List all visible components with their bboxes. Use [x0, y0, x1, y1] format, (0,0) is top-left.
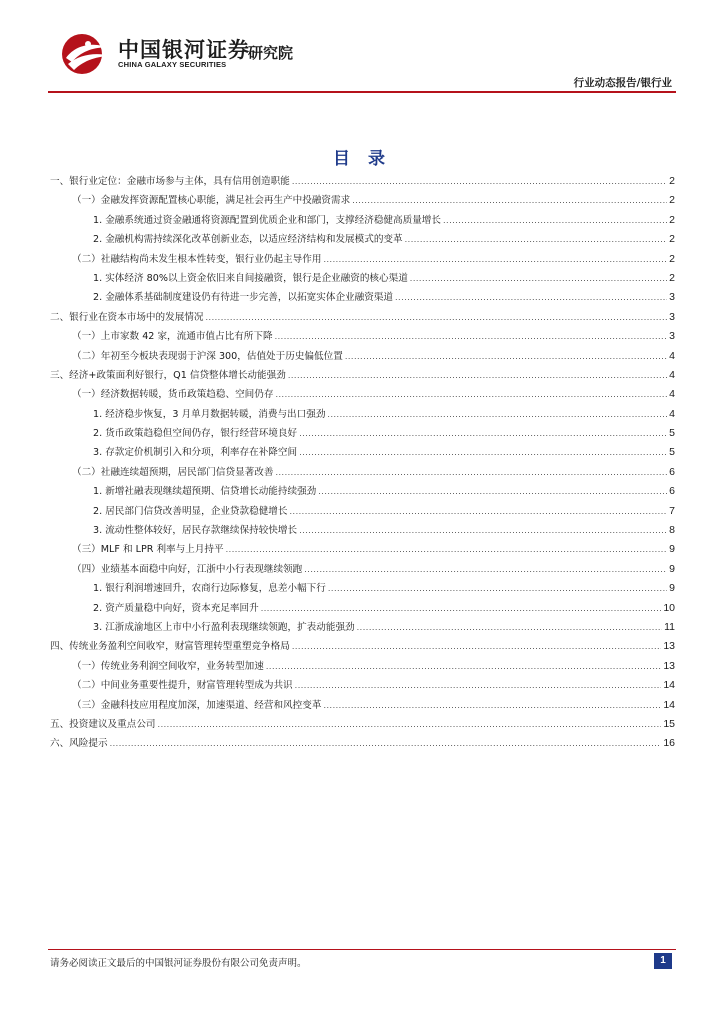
toc-entry[interactable] — [50, 521, 675, 540]
toc-entry[interactable] — [50, 191, 675, 210]
toc-entry-page: 2 — [669, 233, 675, 246]
toc-leader-dots — [275, 463, 667, 482]
toc-entry-page: 16 — [663, 737, 675, 750]
toc-entry-page: 2 — [669, 194, 675, 207]
toc-entry-text: （一）金融发挥资源配置核心职能，满足社会再生产中投融资需求 — [72, 195, 351, 207]
toc-leader-dots — [328, 579, 667, 598]
toc-leader-dots — [395, 288, 667, 307]
toc-entry-text: 1. 经济稳步恢复，3 月单月数据转暖，消费与出口强劲 — [93, 408, 326, 420]
toc-entry[interactable] — [50, 482, 675, 501]
toc-entry-text: 2. 货币政策趋稳但空间仍存，银行经营环境良好 — [93, 428, 298, 440]
toc-entry-text: （三）金融科技应用程度加深，加速渠道、经营和风控变革 — [72, 699, 322, 711]
brand-name-cn: 中国银河证券 — [118, 38, 250, 62]
toc-entry[interactable] — [50, 366, 675, 385]
toc-entry-text: 五、投资建议及重点公司 — [50, 718, 156, 730]
toc-entry[interactable] — [50, 269, 675, 288]
toc-leader-dots — [405, 230, 668, 249]
toc-entry[interactable] — [50, 443, 675, 462]
toc-entry-text: 1. 银行利润增速回升，农商行边际修复，息差小幅下行 — [93, 583, 326, 595]
toc-entry-page: 7 — [669, 504, 675, 517]
toc-entry-text: （二）中间业务重要性提升，财富管理转型成为共识 — [72, 680, 293, 692]
toc-entry-text: 二、银行业在资本市场中的发展情况 — [50, 311, 204, 323]
toc-entry-text: 2. 居民部门信贷改善明显，企业贷款稳健增长 — [93, 505, 288, 517]
toc-entry-page: 11 — [664, 620, 675, 633]
toc-entry-page: 3 — [669, 330, 675, 343]
toc-leader-dots — [275, 385, 667, 404]
toc-entry-page: 2 — [669, 271, 675, 284]
toc-entry-text: 1. 金融系统通过资金融通将资源配置到优质企业和部门，支撑经济稳健高质量增长 — [93, 214, 441, 226]
toc-leader-dots — [110, 734, 662, 753]
toc-entry-page: 13 — [663, 659, 675, 672]
brand-name-en: CHINA GALAXY SECURITIES — [118, 60, 227, 69]
toc-entry[interactable] — [50, 405, 675, 424]
toc-entry-text: 1. 新增社融表现继续超预期、信贷增长动能持续强劲 — [93, 486, 317, 498]
toc-entry[interactable] — [50, 599, 675, 618]
toc-leader-dots — [327, 405, 667, 424]
toc-entry-text: 六、风险提示 — [50, 738, 108, 750]
toc-leader-dots — [266, 657, 661, 676]
toc-entry-page: 3 — [669, 291, 675, 304]
toc-entry-page: 4 — [669, 349, 675, 362]
toc-entry[interactable] — [50, 250, 675, 269]
page-number: 1 — [654, 953, 672, 969]
toc-entry-text: （二）年初至今板块表现弱于沪深 300，估值处于历史偏低位置 — [72, 350, 343, 362]
toc-entry[interactable] — [50, 502, 675, 521]
toc-entry-text: （三）MLF 和 LPR 利率与上月持平 — [72, 544, 224, 556]
toc-entry-text: （一）传统业务利润空间收窄，业务转型加速 — [72, 660, 264, 672]
toc-leader-dots — [323, 250, 667, 269]
toc-entry-text: 四、传统业务盈利空间收窄，财富管理转型重塑竞争格局 — [50, 641, 290, 653]
toc-entry-page: 13 — [663, 640, 675, 653]
toc-leader-dots — [289, 502, 667, 521]
toc-entry-page: 5 — [669, 446, 675, 459]
toc-leader-dots — [352, 191, 667, 210]
toc-entry[interactable] — [50, 676, 675, 695]
toc-leader-dots — [275, 327, 668, 346]
footer-divider — [48, 949, 676, 950]
toc-leader-dots — [323, 696, 661, 715]
toc-entry[interactable] — [50, 211, 675, 230]
toc-leader-dots — [299, 443, 667, 462]
toc-leader-dots — [292, 637, 661, 656]
toc-entry-text: （一）经济数据转暖，货币政策趋稳、空间仍存 — [72, 389, 274, 401]
toc-entry-page: 4 — [669, 407, 675, 420]
toc-entry-page: 6 — [669, 465, 675, 478]
toc-leader-dots — [288, 366, 667, 385]
toc-entry-page: 14 — [663, 698, 675, 711]
toc-entry-page: 9 — [669, 582, 675, 595]
toc-leader-dots — [357, 618, 662, 637]
toc-entry[interactable] — [50, 327, 675, 346]
toc-entry[interactable] — [50, 540, 675, 559]
toc-entry-text: 2. 资产质量稳中向好，资本充足率回升 — [93, 602, 259, 614]
toc-leader-dots — [292, 172, 667, 191]
toc-entry-page: 10 — [663, 601, 675, 614]
toc-entry[interactable] — [50, 288, 675, 307]
toc-entry-text: 3. 流动性整体较好，居民存款继续保持较快增长 — [93, 525, 298, 537]
toc-entry-text: （四）业绩基本面稳中向好，江浙中小行表现继续领跑 — [72, 563, 303, 575]
toc-leader-dots — [299, 521, 667, 540]
toc-leader-dots — [443, 211, 667, 230]
toc-entry-text: 1. 实体经济 80%以上资金依旧来自间接融资，银行是企业融资的核心渠道 — [93, 272, 408, 284]
toc-leader-dots — [158, 715, 662, 734]
toc-entry-text: 一、银行业定位：金融市场参与主体，具有信用创造职能 — [50, 176, 290, 187]
toc-entry[interactable] — [50, 637, 675, 656]
toc-entry-page: 2 — [669, 252, 675, 265]
toc-leader-dots — [318, 482, 667, 501]
toc-entry-page: 4 — [669, 368, 675, 381]
toc-leader-dots — [410, 269, 667, 288]
toc-entry-page: 9 — [669, 543, 675, 556]
toc-entry[interactable] — [50, 424, 675, 443]
toc-entry-text: （二）社融结构尚未发生根本性转变，银行业仍起主导作用 — [72, 253, 322, 265]
toc-title: 目 录 — [333, 149, 391, 169]
toc-entry-text: 2. 金融机构需持续深化改革创新业态，以适应经济结构和发展模式的变革 — [93, 234, 403, 246]
toc-entry-text: 三、经济+政策面利好银行，Q1 信贷整体增长动能强劲 — [50, 369, 286, 381]
toc-leader-dots — [226, 540, 668, 559]
footer-disclaimer: 请务必阅读正文最后的中国银河证券股份有限公司免责声明。 — [50, 958, 307, 969]
toc-entry-text: 3. 江浙成渝地区上市中小行盈利表现继续领跑，扩表动能强劲 — [93, 621, 355, 633]
toc-entry[interactable] — [50, 308, 675, 327]
galaxy-logo-icon — [58, 30, 114, 76]
report-type: 行业动态报告/银行业 — [573, 77, 672, 89]
toc-entry[interactable] — [50, 657, 675, 676]
toc-entry[interactable] — [50, 347, 675, 366]
toc-entry-page: 8 — [669, 524, 675, 537]
brand-institute: 研究院 — [248, 44, 294, 62]
toc-entry-text: （一）上市家数 42 家，流通市值占比有所下降 — [72, 331, 273, 343]
toc-entry[interactable] — [50, 715, 675, 734]
toc-leader-dots — [304, 560, 667, 579]
toc-entry-page: 15 — [663, 717, 675, 730]
toc-entry[interactable] — [50, 560, 675, 579]
toc-entry-text: 3. 存款定价机制引入和分项，利率存在补降空间 — [93, 447, 298, 459]
toc-leader-dots — [345, 347, 667, 366]
toc-entry[interactable] — [50, 230, 675, 249]
toc-entry-page: 9 — [669, 562, 675, 575]
table-of-contents — [50, 172, 675, 754]
toc-entry[interactable] — [50, 579, 675, 598]
toc-entry[interactable] — [50, 734, 675, 753]
toc-entry-page: 5 — [669, 427, 675, 440]
toc-entry-page: 2 — [669, 175, 675, 187]
header-divider — [48, 91, 676, 93]
toc-entry-page: 2 — [669, 213, 675, 226]
toc-entry[interactable] — [50, 463, 675, 482]
toc-leader-dots — [206, 308, 668, 327]
toc-entry-page: 14 — [663, 679, 675, 692]
toc-entry[interactable] — [50, 385, 675, 404]
toc-entry[interactable] — [50, 696, 675, 715]
toc-entry[interactable] — [50, 618, 675, 637]
toc-entry-text: （二）社融连续超预期，居民部门信贷显著改善 — [72, 466, 274, 478]
toc-entry-page: 4 — [669, 388, 675, 401]
toc-entry-text: 2. 金融体系基础制度建设仍有待进一步完善，以拓宽实体企业融资渠道 — [93, 292, 394, 304]
toc-leader-dots — [299, 424, 667, 443]
toc-entry-page: 6 — [669, 485, 675, 498]
toc-entry[interactable] — [50, 172, 675, 191]
toc-leader-dots — [261, 599, 662, 618]
toc-entry-page: 3 — [669, 310, 675, 323]
toc-leader-dots — [295, 676, 662, 695]
